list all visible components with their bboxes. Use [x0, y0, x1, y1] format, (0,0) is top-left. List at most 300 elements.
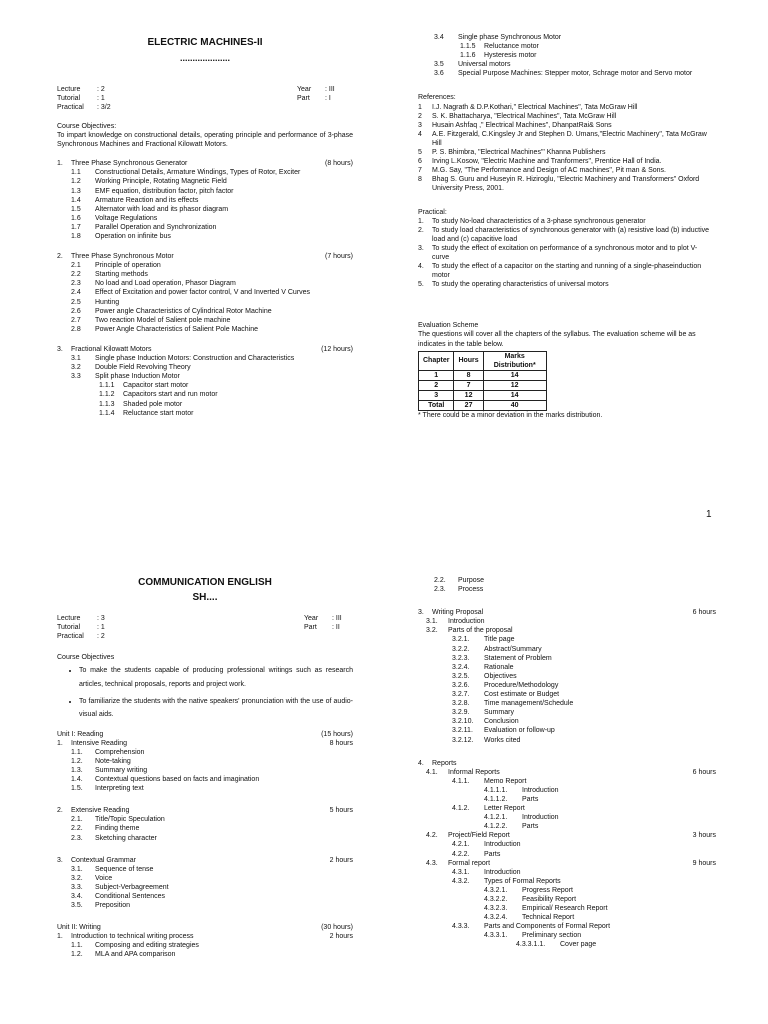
list-item — [418, 690, 716, 699]
item-hours: 9 hours — [692, 859, 716, 867]
item-number: 8 — [418, 176, 422, 184]
list-item — [71, 883, 353, 892]
table-row — [419, 391, 547, 401]
list-item — [71, 214, 353, 223]
report-items — [418, 768, 716, 950]
table-cell: 12 — [483, 380, 546, 390]
item-text: Preliminary section — [522, 932, 582, 940]
list-item — [71, 270, 353, 279]
evaluation-scheme — [418, 321, 716, 420]
list-item — [71, 261, 353, 270]
section-number: 3. — [57, 856, 63, 864]
meta-key2: Part — [297, 94, 310, 102]
item-number: 4.3. — [426, 859, 438, 867]
item-number: 1.2. — [71, 757, 83, 765]
item-text: S. K. Bhattacharya, "Electrical Machines", Tata McGraw Hill — [432, 112, 617, 120]
list-item — [71, 187, 353, 196]
page2-left-column — [57, 576, 353, 960]
list-item — [418, 736, 716, 745]
item-text: Purpose — [458, 577, 485, 584]
item-text: A.E. Fitzgerald, C.Kingsley Jr and Stephen D. Umans,"Electric Machinery", Tata McGraw Hill — [432, 130, 707, 147]
section-items — [57, 815, 353, 842]
unit-heading — [57, 252, 353, 261]
item-text: Statement of Problem — [484, 654, 552, 662]
item-text: Title page — [484, 636, 515, 644]
section-heading — [57, 856, 353, 865]
page2-course-code: SH.... — [192, 592, 218, 603]
meta-row — [57, 103, 353, 112]
item-text: Hunting — [95, 298, 120, 306]
item-text: Introduction — [522, 814, 559, 822]
reference-item — [418, 166, 716, 175]
section-title: Intensive Reading — [71, 739, 128, 747]
list-item — [71, 874, 353, 883]
item-number: 2.2. — [434, 577, 446, 584]
item-text: Technical Report — [522, 914, 575, 922]
item-text: Introduction — [522, 786, 559, 794]
section-hours: 5 hours — [329, 807, 353, 815]
page2-objectives — [57, 653, 353, 721]
page-number: 1 — [706, 509, 712, 520]
section-title: Extensive Reading — [71, 807, 130, 815]
item-number: 3.2. — [71, 874, 83, 882]
unit-title: Three Phase Synchronous Generator — [71, 160, 188, 168]
item-number: 1.5 — [71, 205, 81, 213]
unit-title: Unit I: Reading — [57, 730, 104, 738]
list-item — [418, 868, 716, 877]
meta-value2: : II — [332, 624, 340, 632]
list-item — [418, 859, 716, 868]
meta-value: : 2 — [97, 633, 105, 641]
table-cell: 2 — [419, 380, 454, 390]
unit-items — [57, 354, 353, 381]
item-text: Introduction — [484, 841, 521, 849]
meta-key: Practical — [57, 103, 84, 111]
section-number: 1. — [57, 933, 63, 941]
item-text: EMF equation, distribution factor, pitch factor — [95, 187, 234, 195]
meta-row — [57, 94, 353, 103]
item-number: 4.3.2.1. — [484, 886, 508, 894]
item-text: To study the effect of excitation on performance of a synchronous motor and to plot V- curve — [432, 244, 698, 261]
item-text: Feasibility Report — [522, 896, 577, 903]
list-item — [71, 766, 353, 775]
item-text: M.G. Say, "The Performance and Design of AC machines", Pit man & Sons. — [432, 167, 666, 175]
list-item — [71, 757, 353, 766]
section-hours: 6 hours — [692, 609, 716, 617]
item-text: Preposition — [95, 902, 131, 910]
unit-subitems — [57, 381, 353, 417]
table-cell: 3 — [419, 391, 454, 401]
table-cell: 12 — [454, 391, 483, 401]
section-hours: 2 hours — [329, 856, 353, 864]
page1-title-dots: .................... — [179, 53, 230, 63]
item-number: 2 — [418, 112, 422, 120]
item-text: Reluctance motor — [484, 43, 539, 51]
item-text: Objectives — [484, 672, 517, 680]
item-number: 4.3.3. — [452, 923, 470, 931]
item-number: 1.7 — [71, 223, 81, 231]
item-text: Project/Field Report — [448, 832, 510, 840]
item-text: Parts — [484, 850, 501, 858]
list-item: • To make the students capable of producing professional writings such as research articles, technical proposals, reports and project work. — [79, 664, 353, 691]
item-text: Two reaction Model of Salient pole machine — [95, 316, 231, 324]
unit-title: Three Phase Synchronous Motor — [71, 253, 174, 261]
list-item — [418, 940, 716, 949]
unit-number: 3. — [57, 345, 63, 353]
meta-row — [57, 623, 353, 632]
list-item — [434, 69, 716, 78]
unit-items — [57, 261, 353, 334]
list-item — [418, 617, 716, 626]
item-number: 3.2.9. — [452, 709, 470, 717]
item-text: Formal report — [448, 859, 491, 867]
item-number: 3.2.4. — [452, 663, 470, 671]
list-item — [71, 363, 353, 372]
practicals — [418, 208, 716, 290]
item-text: Capacitors start and run motor — [123, 391, 218, 399]
section-hours: 2 hours — [329, 933, 353, 941]
item-text: Memo Report — [484, 777, 527, 785]
list-item — [418, 645, 716, 654]
list-item — [418, 777, 716, 786]
item-text: Universal motors — [458, 61, 511, 69]
item-number: 1.8 — [71, 233, 81, 240]
page2-right-column — [418, 576, 716, 950]
page2-course-title: COMMUNICATION ENGLISH — [138, 577, 272, 588]
section-title: Introduction to technical writing process — [71, 933, 194, 941]
item-number: 3.1. — [71, 865, 83, 873]
item-text: Principle of operation — [95, 262, 161, 270]
item-text: Summary writing — [95, 766, 148, 774]
list-item — [418, 822, 716, 831]
item-text: Contextual questions based on facts and imagination — [95, 776, 260, 784]
list-item — [418, 699, 716, 708]
item-number: 3.2.10. — [452, 718, 474, 726]
item-number: 2.3. — [71, 834, 83, 842]
item-number: 2.1. — [71, 816, 83, 824]
table-cell: Total — [419, 401, 454, 411]
list-item — [71, 748, 353, 757]
practical-item — [418, 226, 716, 244]
proposal-items — [418, 617, 716, 744]
list-item — [418, 717, 716, 726]
item-text: To study No-load characteristics of a 3-phase synchronous generator — [432, 217, 646, 225]
item-text: Irving L.Kosow, "Electric Machine and Tranformers", Prentice Hall of India. — [432, 158, 662, 166]
item-text: Procedure/Methodology — [484, 681, 559, 689]
section-number: 2. — [57, 807, 63, 815]
references-heading: References: — [418, 94, 456, 102]
table-row — [419, 380, 547, 390]
item-number: 4 — [418, 130, 422, 138]
item-number: 1.2 — [71, 178, 81, 186]
item-number: 4.3.2.4. — [484, 914, 508, 922]
evaluation-heading: Evaluation Scheme — [418, 322, 479, 330]
item-text: I.J. Nagrath & D.P.Kothari," Electrical Machines", Tata McGraw Hill — [432, 103, 638, 111]
list-item — [418, 850, 716, 859]
table-cell: 14 — [483, 370, 546, 380]
meta-row — [57, 632, 353, 641]
item-text: Split phase Induction Motor — [95, 373, 180, 381]
unit-hours: (15 hours) — [321, 730, 353, 738]
item-number: 3.4. — [71, 892, 83, 900]
meta-value: : 2 — [97, 85, 105, 93]
item-text: Power Angle Characteristics of Salient Pole Machine — [95, 325, 259, 333]
item-number: 1.3. — [71, 766, 83, 774]
list-item — [71, 196, 353, 205]
list-item — [71, 288, 353, 297]
list-item — [418, 813, 716, 822]
list-item — [418, 840, 716, 849]
item-text: Types of Formal Reports — [484, 877, 561, 885]
list-item — [434, 33, 716, 42]
reference-item — [418, 157, 716, 166]
item-number: 1.1 — [71, 169, 81, 177]
list-item — [71, 168, 353, 177]
item-text: Special Purpose Machines: Stepper motor, Schrage motor and Servo motor — [458, 70, 693, 78]
section-heading — [57, 806, 353, 815]
list-item — [418, 795, 716, 804]
section-2 — [57, 806, 353, 842]
item-text: Abstract/Summary — [484, 645, 542, 653]
list-item — [71, 941, 353, 950]
item-text: Capacitor start motor — [123, 382, 189, 390]
item-number: 3.2.5. — [452, 672, 470, 680]
page1-meta — [57, 85, 353, 112]
list-item — [418, 904, 716, 913]
unit-title: Unit II: Writing — [57, 924, 101, 932]
list-item — [71, 205, 353, 214]
list-item — [434, 51, 716, 60]
list-item — [418, 768, 716, 777]
section-heading — [418, 608, 716, 617]
item-number: 1.1.1 — [99, 382, 115, 390]
item-text: Informal Reports — [448, 768, 500, 776]
item-text: Composing and editing strategies — [95, 942, 199, 950]
section-items — [57, 748, 353, 793]
item-text: Empirical/ Research Report — [522, 905, 608, 913]
list-item — [99, 400, 353, 409]
item-text: Finding theme — [95, 825, 140, 833]
item-text: Conclusion — [484, 718, 519, 726]
item-number: 1.4 — [71, 196, 81, 204]
item-number: 2.3. — [434, 586, 446, 594]
item-number: 1.1. — [71, 942, 83, 950]
item-text: No load and Load operation, Phasor Diagram — [95, 280, 236, 288]
section-heading — [418, 759, 716, 768]
item-text: Rationale — [484, 663, 514, 671]
item-number: 4.2.2. — [452, 850, 470, 858]
item-number: 4.3.2.2. — [484, 896, 508, 903]
item-number: 1. — [418, 217, 424, 225]
list-item — [418, 831, 716, 840]
item-number: 4.1. — [426, 768, 438, 776]
list-item — [434, 42, 716, 51]
unit-2 — [57, 252, 353, 334]
item-text: Summary — [484, 709, 514, 717]
table-cell: 14 — [483, 391, 546, 401]
item-number: 2. — [418, 226, 424, 234]
unit-hours: (7 hours) — [324, 253, 353, 261]
meta-key: Lecture — [57, 85, 81, 93]
table-cell: 27 — [454, 401, 483, 411]
list-item — [71, 177, 353, 186]
unit-number: 1. — [57, 160, 63, 168]
item-number: 2.4 — [71, 289, 81, 297]
list-item — [434, 60, 716, 69]
item-number: 3.2.3. — [452, 654, 470, 662]
meta-key: Practical — [57, 633, 84, 641]
list-item — [418, 895, 716, 904]
table-row — [419, 401, 547, 411]
evaluation-table — [418, 351, 547, 412]
item-number: 3.2.11. — [452, 727, 473, 735]
list-item — [71, 354, 353, 363]
list-item — [418, 877, 716, 886]
list-item: • To familiarize the students with the native speakers' pronunciation with the use of audio-visual aids. — [79, 695, 353, 722]
table-header: Chapter — [419, 351, 454, 370]
page1-course-title: ELECTRIC MACHINES-II — [147, 37, 263, 48]
item-text: Time management/Schedule — [484, 700, 574, 708]
meta-value2: : III — [325, 85, 335, 93]
reference-item — [418, 112, 716, 121]
item-number: 3.2.2. — [452, 645, 470, 653]
objectives-heading: Course Objectives: — [57, 122, 117, 130]
item-number: 4.1.2. — [452, 805, 470, 813]
item-number: 2.1 — [71, 262, 81, 270]
references — [418, 93, 716, 193]
item-text: Parts — [522, 823, 539, 831]
unit-heading — [57, 159, 353, 168]
item-number: 2.2. — [71, 825, 83, 833]
meta-row — [57, 614, 353, 623]
list-item — [71, 834, 353, 843]
section-number: 1. — [57, 739, 63, 747]
item-number: 3.2. — [426, 627, 438, 635]
meta-value2: : I — [325, 94, 331, 102]
item-text: Subject-Verbagreement — [95, 883, 169, 891]
item-text: Parts — [522, 795, 539, 803]
item-number: 2.6 — [71, 307, 81, 315]
item-text: Operation on infinite bus — [95, 233, 171, 240]
evaluation-note: * There could be a minor deviation in the marks distribution. — [418, 412, 603, 420]
section-items — [57, 865, 353, 910]
item-number: 2.3 — [71, 280, 81, 288]
unit-hours: (8 hours) — [324, 160, 353, 168]
item-number: 4.2.1. — [452, 841, 470, 849]
item-number: 1.1.6 — [460, 52, 476, 60]
item-text: Sequence of tense — [95, 865, 154, 873]
item-number: 3.1 — [71, 355, 81, 363]
item-number: 1.1. — [71, 748, 83, 756]
practical-item — [418, 217, 716, 226]
list-item — [99, 390, 353, 399]
table-cell: 8 — [454, 370, 483, 380]
section-proposal — [418, 608, 716, 744]
objectives-list — [57, 664, 353, 721]
item-number: 1.2. — [71, 951, 83, 959]
item-number: 3.2.6. — [452, 681, 470, 689]
item-text: Title/Topic Speculation — [95, 816, 165, 824]
item-text: To study load characteristics of synchronous generator with (a) resistive load (b) inductive load and (c) capacitive load — [432, 226, 710, 243]
meta-key: Lecture — [57, 615, 81, 622]
list-item — [71, 298, 353, 307]
table-header-row — [419, 351, 547, 370]
item-text: Bhag S. Guru and Huseyin R. Hiziroglu, "Electric Machinery and Transformers" Oxford University Press, 2001. — [432, 176, 700, 193]
item-number: 4.1.2.2. — [484, 823, 508, 831]
section-number: 4. — [418, 759, 424, 767]
practical-heading: Practical: — [418, 208, 447, 216]
meta-value: : 3 — [97, 615, 105, 622]
item-text: Interpreting text — [95, 785, 144, 793]
page1-left-column — [57, 36, 353, 418]
meta-key2: Year — [297, 85, 312, 93]
list-item — [418, 804, 716, 813]
item-number: 1 — [418, 103, 422, 111]
meta-key: Tutorial — [57, 94, 81, 102]
item-text: Alternator with load and its phasor diagram — [95, 205, 229, 213]
item-text: Comprehension — [95, 748, 145, 756]
item-number: 4.3.3.1.1. — [516, 941, 546, 949]
list-item — [418, 786, 716, 795]
unit2-heading — [57, 923, 353, 932]
item-text: P. S. Bhimbra, "Electrical Machines"' Khanna Publishers — [432, 149, 606, 157]
item-number: 1.1.2 — [99, 391, 115, 399]
item-number: 4.3.3.1. — [484, 932, 508, 940]
list-item — [71, 307, 353, 316]
item-number: 3.1. — [426, 618, 438, 626]
table-cell: 40 — [483, 401, 546, 411]
item-text: Armature Reaction and its effects — [95, 196, 199, 204]
page2-meta — [57, 614, 353, 641]
section-number: 3. — [418, 609, 424, 617]
list-item — [418, 913, 716, 922]
meta-value: : 1 — [97, 94, 105, 102]
item-text: MLA and APA comparison — [95, 951, 176, 959]
section-hours: 8 hours — [329, 739, 353, 747]
list-item — [418, 708, 716, 717]
list-item — [418, 886, 716, 895]
item-number: 4.1.2.1. — [484, 814, 508, 822]
item-text: Introduction — [448, 618, 485, 626]
item-number: 7 — [418, 167, 422, 175]
section-title: Writing Proposal — [432, 609, 484, 617]
item-text: Sketching character — [95, 834, 157, 842]
item-number: 3.2.7. — [452, 691, 470, 699]
item-number: 1.1.3 — [99, 400, 115, 408]
item-text: Power angle Characteristics of Cylindrical Rotor Machine — [95, 307, 272, 315]
evaluation-text: The questions will cover all the chapters of the syllabus. The evaluation scheme will be as indicates in the table below. — [418, 331, 696, 348]
list-item — [71, 824, 353, 833]
item-text: To study the operating characteristics of universal motors — [432, 281, 609, 289]
unit-number: 2. — [57, 253, 63, 261]
item-number: 3.2 — [71, 364, 81, 372]
item-text: Voltage Regulations — [95, 214, 158, 222]
list-item — [418, 922, 716, 931]
item-text: Constructional Details, Armature Windings, Types of Rotor, Exciter — [95, 169, 301, 177]
list-item — [418, 635, 716, 644]
practical-item — [418, 244, 716, 262]
item-number: 6 — [418, 158, 422, 166]
item-number: 3.4 — [434, 34, 444, 41]
reference-item — [418, 130, 716, 148]
item-text: Letter Report — [484, 805, 525, 813]
item-hours: 3 hours — [692, 832, 716, 840]
item-number: 3 — [418, 121, 422, 129]
meta-row — [57, 85, 353, 94]
reference-item — [418, 175, 716, 193]
item-number: 5 — [418, 149, 422, 157]
list-item — [99, 381, 353, 390]
